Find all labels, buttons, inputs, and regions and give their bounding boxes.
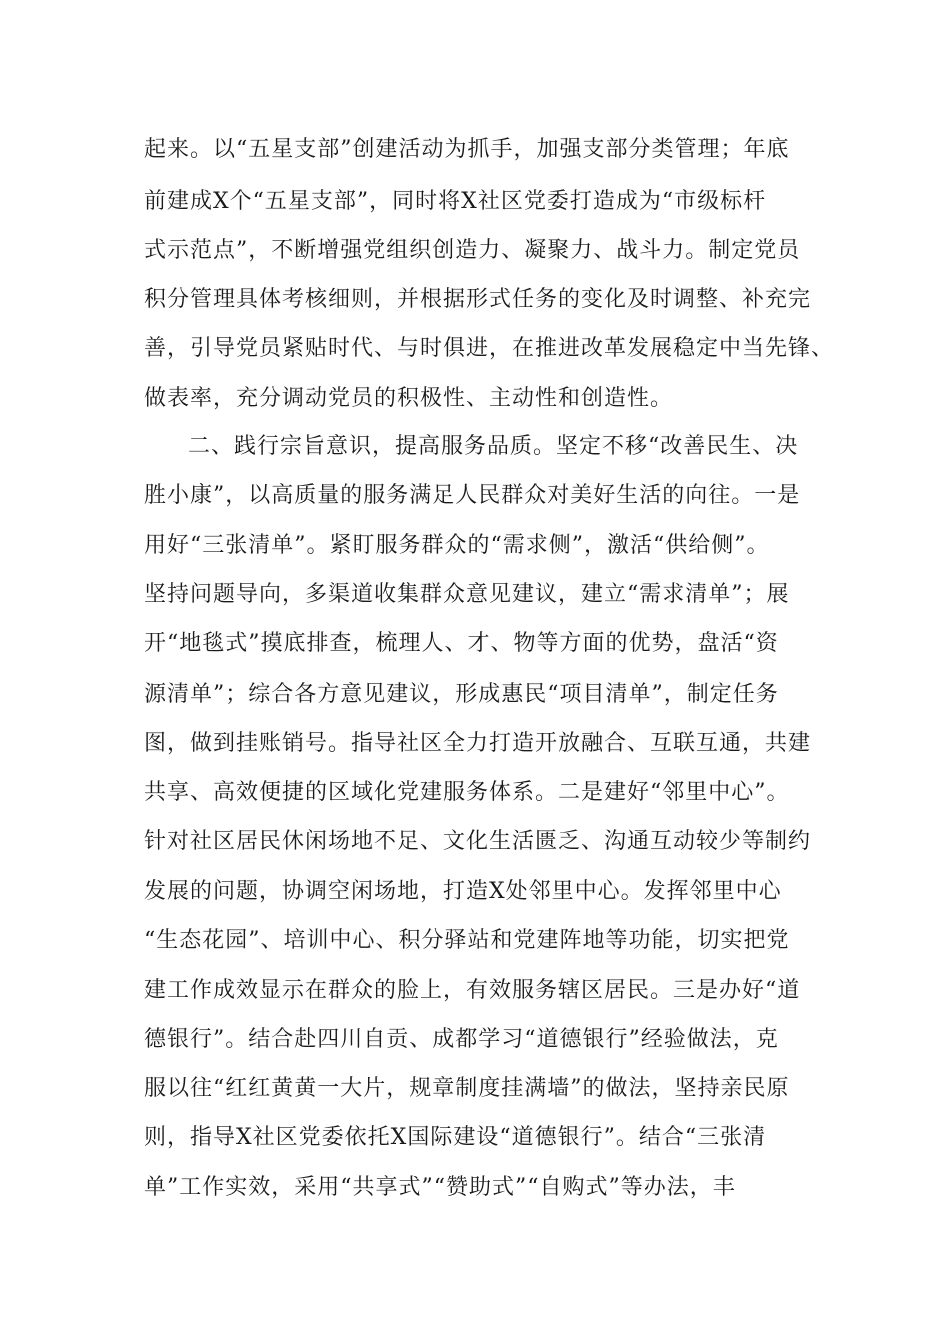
paragraph-start-line: 二、践行宗旨意识，提高服务品质。坚定不移“改善民生、决: [188, 434, 799, 459]
text-line: “生态花园”、培训中心、积分驿站和党建阵地等功能，切实把党: [144, 928, 790, 953]
text-line: 源清单”；综合各方意见建议，形成惠民“项目清单”，制定任务: [144, 682, 779, 707]
text-line: 服以往“红红黄黄一大片，规章制度挂满墙”的做法，坚持亲民原: [144, 1076, 790, 1101]
text-line: 针对社区居民休闲场地不足、文化生活匮乏、沟通互动较少等制约: [144, 829, 812, 854]
text-line: 式示范点”，不断增强党组织创造力、凝聚力、战斗力。制定党员: [144, 238, 801, 263]
text-line: 德银行”。结合赴四川自贡、成都学习“道德银行”经验做法，克: [144, 1027, 779, 1052]
text-line: 坚持问题导向，多渠道收集群众意见建议，建立“需求清单”；展: [144, 582, 790, 607]
text-line: 善，引导党员紧贴时代、与时俱进，在推进改革发展稳定中当先锋、: [144, 336, 835, 361]
text-line: 前建成X个“五星支部”，同时将X社区党委打造成为“市级标杆: [144, 189, 767, 214]
text-line: 单”工作实效，采用“共享式”“赞助式”“自购式”等办法，丰: [144, 1175, 736, 1200]
text-line: 积分管理具体考核细则，并根据形式任务的变化及时调整、补充完: [144, 287, 812, 312]
text-line: 胜小康”，以高质量的服务满足人民群众对美好生活的向往。一是: [144, 483, 801, 508]
text-line: 做表率，充分调动党员的积极性、主动性和创造性。: [144, 386, 674, 411]
text-line: 图，做到挂账销号。指导社区全力打造开放融合、互联互通，共建: [144, 731, 812, 756]
text-line: 用好“三张清单”。紧盯服务群众的“需求侧”，激活“供给侧”。: [144, 533, 770, 558]
text-line: 发展的问题，协调空闲场地，打造X处邻里中心。发挥邻里中心: [144, 879, 782, 904]
text-line: 则，指导X社区党委依托X国际建设“道德银行”。结合“三张清: [144, 1125, 767, 1150]
text-line: 共享、高效便捷的区域化党建服务体系。二是建好“邻里中心”。: [144, 780, 790, 805]
text-line: 起来。以“五星支部”创建活动为抓手，加强支部分类管理；年底: [144, 137, 790, 162]
text-line: 开“地毯式”摸底排查，梳理人、才、物等方面的优势，盘活“资: [144, 631, 779, 656]
text-line: 建工作成效显示在群众的脸上，有效服务辖区居民。三是办好“道: [144, 978, 801, 1003]
